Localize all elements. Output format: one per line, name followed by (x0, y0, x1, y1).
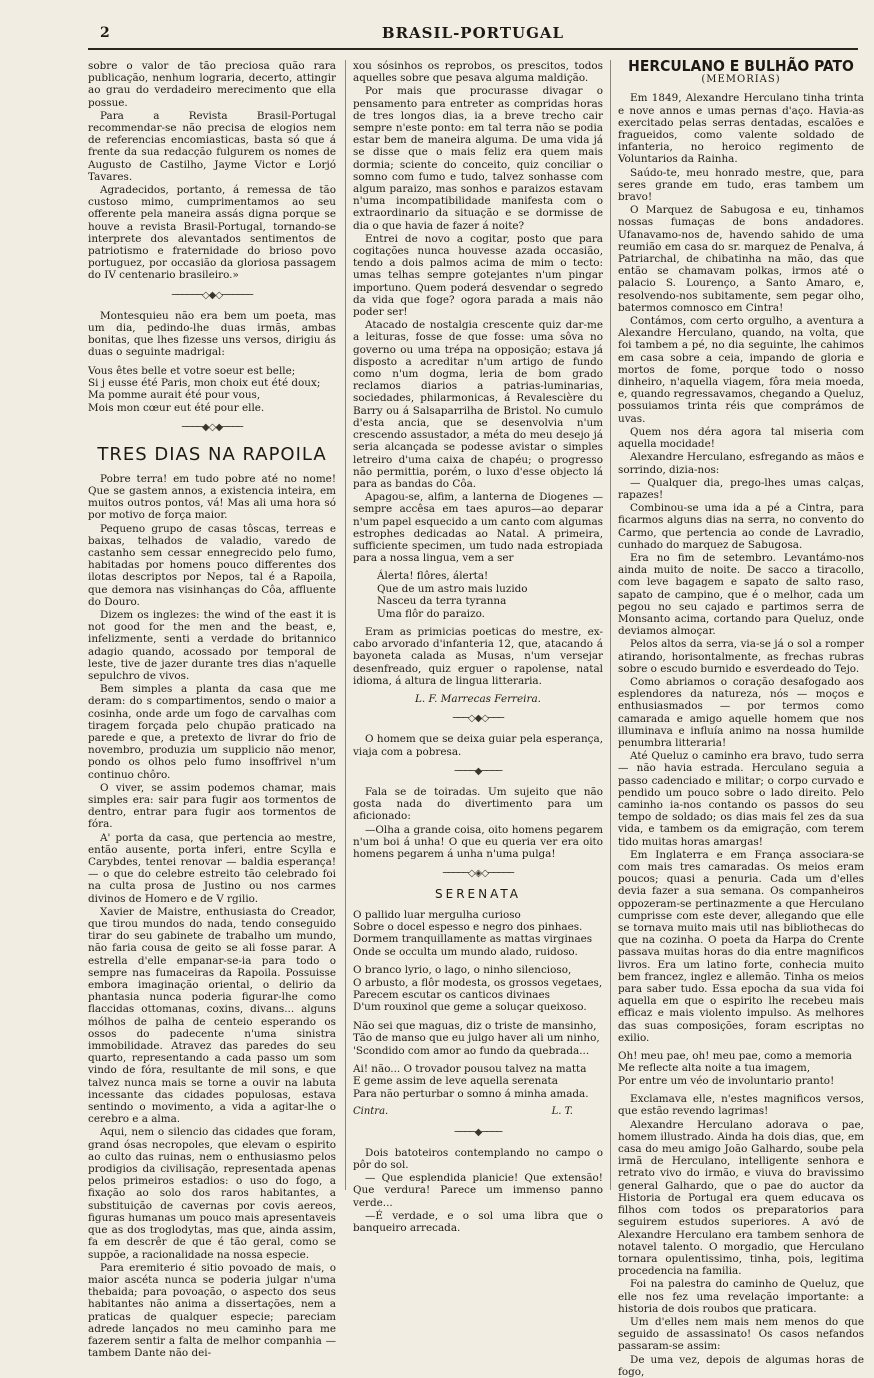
paragraph: O homem que se deixa guiar pela esperança, viaja com a pobresa. (353, 733, 603, 758)
ornamental-divider: ────◆──── (454, 1126, 502, 1138)
verse-line: Tão de manso que eu julgo haver ali um ninho, (353, 1032, 600, 1045)
paragraph: Até Queluz o caminho era bravo, tudo serra — não havia estrada. Herculano seguia a passo cadenciado e militar; o corpo curvado e pendido um pouco sobre o lado direito. Pelo caminho ia-nos contando os passos do seu tempo de soldado; os dias mais fel zes da sua vida, e tambem os da emigração, com terem tido muitas horas amargas! (618, 750, 864, 848)
ornamental-divider: ─────◇◈◇───── (442, 868, 514, 880)
sonnet-stanza (353, 1063, 603, 1100)
paragraph: Pobre terra! em tudo pobre até no nome! Que se gastem annos, a existencia inteira, em muitos outros pontos, vá! Mas ali uma hora só por motivo de força maior. (88, 472, 336, 522)
verse-line: Dormem tranquillamente as mattas virginaes (353, 933, 593, 946)
verse-line: 'Scondido com amor ao fundo da quebrada... (353, 1044, 590, 1057)
paragraph: Pequeno grupo de casas tôscas, terreas e baixas, telhados de valadio, varedo de castanho sem cessar ennegrecido pelo fumo, habitadas por homens pouco differentes dos ilotas descriptos por Nepos, tal é a Rapoila, que demora nas visinhanças do Côa, affluente do Douro. (88, 522, 336, 608)
verse-line: O pallido luar mergulha curioso (353, 908, 521, 921)
verse-line: Onde se occulta um mundo alado, ruidoso. (353, 945, 578, 958)
author-signature: L. F. Marrecas Ferreira. (415, 692, 541, 705)
paragraph: Apagou-se, alfim, a lanterna de Diogenes — sempre accêsa em taes apuros—ao deparar n'um papel esquecido a um canto com algumas estrophes dedicadas ao Natal. A primeira, sufficiente specimen, um tudo nada estropiada para a nossa lingua, vem a ser (353, 491, 603, 565)
verse-line: O branco lyrio, o lago, o ninho silencioso, (353, 964, 572, 977)
place-name: Cintra. (353, 1106, 389, 1118)
paragraph: Aqui, nem o silencio das cidades que foram, grand ósas necropoles, que elevam o espirito ao culto das ruinas, nem o enthusiasmo pelos prodigios da civilisação, representada apenas pelos primeiros estadios: o uso do fogo, a fixação ao solo dos raros habitantes, a substituição de cavernas por covis aereos, figuras humanas um pouco mais apresentaveis que as dos troglodytas, mas que, ainda assim, fa em descrêr de que é tão geral, como se suppõe, a racionalidade na nossa especie. (88, 1126, 336, 1261)
paragraph: O Marquez de Sabugosa e eu, tinhamos nossas fumaças de bons andadores. Ufanavamo-nos de, havendo sahido de uma reumião em casa do sr. marquez de Penalva, á Patriarchal, de chibatinha na mão, das que então se chamavam polkas, irmos até o palacio S. Lourenço, a Santo Amaro, e, resolvendo-nos subitamente, sem pegar olho, batermos comnosco em Cintra! (618, 204, 864, 314)
paragraph: Eram as primicias poeticas do mestre, ex-cabo arvorado d'infanteria 12, que, atacando á bayoneta calada as Musas, n'um versejar desenfreado, quiz erguer o rapolense, natal idioma, á altura de lingua litteraria. (353, 625, 603, 687)
paragraph: Entrei de novo a cogitar, posto que para cogitações nunca houvesse azada occasião, tendo a dois palmos acima de mim o tecto: umas telhas sempre gotejantes n'um pingar importuno. Quem poderá desvendar o segredo da vida que foge? ogora parada a mais não poder ser! (353, 232, 603, 319)
verse-line: Parecem escutar os canticos divinaes (353, 989, 550, 1002)
verse-line: Me reflecte alta noite a tua imagem, (618, 1062, 811, 1075)
verse-line: Ma pomme aurait été pour vous, (88, 389, 261, 402)
paragraph: Dizem os inglezes: the wind of the east it is not good for the men and the beast, e, infelizmente, senti a verdade do britannico adagio quando, acossado por temporal de leste, tive de jazer durante tres dias n'aquelle sepulchro de vivos. (88, 608, 336, 682)
ornamental-divider: ──────◇◆◇────── (171, 289, 253, 301)
paragraph: Xavier de Maistre, enthusiasta do Creador, que tirou mundos do nada, tendo conseguido tirar do seu gabinete de trabalho um mundo, não faria cousa de geito se ali fosse parar. A estrella d'elle empanar-se-ia para todo o sempre nas fumaceiras da Rapoila. Possuisse embora imaginação oriental, o delirio da phantasia nunca poderia figurar-lhe como flaccidas ottomanas, coxins, divans... alguns mólhos de palha de centeio esperando os ossos do padecente n'uma sinistra immobilidade. Atravez das paredes do seu quarto, representando a cada passo um som vindo de fóra, resultante de mil sons, e que talvez nunca mais se torne a ouvir na labuta incessante das cidades populosas, estava sentindo o movimento, a vida a agitar-lhe o cerebro e a alma. (88, 905, 336, 1126)
paragraph: xou sósinhos os reprobos, os prescitos, todos aquelles sobre que pesava alguma maldição. (353, 60, 603, 85)
ornamental-divider: ────◆◇◆──── (181, 422, 243, 434)
paragraph: Em 1849, Alexandre Herculano tinha trinta e nove annos e umas pernas d'aço. Havia-as exercitado pelas serras dentadas, escalões e fragueidos, como valente soldado de infanteria, no heroico regimento de Voluntarios da Rainha. (618, 92, 864, 166)
paragraph: — Qualquer dia, prego-lhes umas calças, rapazes! (618, 476, 864, 501)
paragraph: Alexandre Herculano adorava o pae, homem illustrado. Ainda ha dois dias, que, em casa do meu amigo João Galhardo, soube pela irmã de Herculano, intelligente senhora e retrato vivo do irmão, e viuva do bravissimo general Galhardo, que o pae do auctor da Historia de Portugal era quem educava os filhos com todos os preparatorios para seguirem estudos superiores. A avó de Alexandre Herculano era tambem senhora de notavel talento. O morgadio, que Herculano tornara opulentissimo, tinha, pois, legitima procedencia na familia. (618, 1118, 864, 1278)
paragraph: Combinou-se uma ida a pé a Cintra, para ficarmos alguns dias na serra, no convento do Carmo, que pertencia ao conde de Lavradio, cunhado do marquez de Sabugosa. (618, 502, 864, 551)
sonnet-stanza (353, 909, 603, 959)
paragraph: Dois batoteiros contemplando no campo o pôr do sol. (353, 1146, 603, 1171)
sonnet-stanza (353, 964, 603, 1014)
verse-line: Si j eusse été Paris, mon choix eut été doux; (88, 377, 321, 390)
verse-line: O arbusto, a flôr modesta, os grossos vegetaes, (353, 976, 603, 989)
verse-line: Ai! não... O trovador pousou talvez na matta (353, 1063, 587, 1076)
paragraph: Montesquieu não era bem um poeta, mas um dia, pedindo-lhe duas irmãs, ambas bonitas, que lhes fizesse uns versos, dirigiu ás duas o seguinte madrigal: (88, 309, 336, 359)
natal-verse (353, 570, 603, 620)
paragraph: —Olha a grande coisa, oito homens pegarem n'um boi á unha! O que eu queria ver era oito homens pegarem á unha n'uma pulga! (353, 823, 603, 860)
paragraph: Foi na palestra do caminho de Queluz, que elle nos fez uma revelação importante: a historia de dois roubos que praticara. (618, 1278, 864, 1315)
paragraph: — Que esplendida planicie! Que extensão! Que verdura! Parece um immenso panno verde... (353, 1172, 603, 1209)
verse-line: Mois mon cœur eut été pour elle. (88, 401, 265, 414)
verse-line: Uma flôr do paraizo. (377, 607, 485, 620)
verse-line: Por entre um véo de involuntario pranto! (618, 1074, 835, 1087)
verse-line: Oh! meu pae, oh! meu pae, como a memoria (618, 1050, 852, 1063)
verse-line: Álerta! flôres, álerta! (377, 570, 489, 583)
page-header (88, 22, 858, 50)
verse-line: Vous êtes belle et votre soeur est belle; (88, 364, 296, 377)
article-title: HERCULANO E BULHÃO PATO (628, 57, 854, 75)
ornamental-divider: ───◇◆◇─── (452, 713, 504, 725)
verse-line: Para não perturbar o somno á minha amada. (353, 1087, 589, 1100)
article-title: TRES DIAS NA RAPOILA (97, 443, 327, 465)
quoted-verse (618, 1050, 864, 1087)
verse-line: D'um rouxinol que geme a soluçar queixoso. (353, 1001, 587, 1014)
paragraph: Atacado de nostalgia crescente quiz dar-me a leituras, fosse de que fosse: uma sôva no governo ou uma trépa na opposição; estava já disposto a acreditar n'um artigo de fundo como n'um dogma, leria de bom grado reclamos diarios a patrias-luminarias, sociedades, philarmonicas, á Revalescière du Barry ou á Salsaparrilha de Bristol. No cumulo d'esta ancia, que se desenvolvia n'um crescendo assustador, a méta do meu desejo já seria alcançada se podesse avistar o simples letreiro d'uma caixa de chapéu; o progresso não permittia, porém, o luxo d'esse objecto lá para as bandas do Côa. (353, 319, 603, 490)
verse-line: E geme assim de leve aquella serenata (353, 1075, 558, 1088)
paragraph: Saúdo-te, meu honrado mestre, que, para seres grande em tudo, eras tambem um bravo! (618, 166, 864, 204)
ornamental-divider: ────◆──── (454, 765, 502, 777)
column-1 (88, 60, 336, 1360)
column-2 (353, 60, 603, 1234)
paragraph: Para eremiterio é sitio povoado de mais, o maior ascéta nunca se poderia julgar n'uma thebaida; para povoação, o aspecto dos seus habitantes não anima a dissertações, nem a praticas de qualquer especie; pareciam adrede lançados no meu caminho para me fazerem sentir a falta de melhor companhia — tambem Dante não dei- (88, 1261, 336, 1360)
paragraph: Agradecidos, portanto, á remessa de tão custoso mimo, cumprimentamos ao seu offerente pela maneira assás digna porque se houve a revista Brasil-Portugal, tornando-se interprete dos alevantados sentimentos de patriotismo e fraternidade do brioso povo portuguez, por occasião da gloriosa passagem do IV centenario brasileiro.» (88, 184, 336, 282)
poem-title: SERENATA (435, 887, 521, 902)
paragraph: Fala se de toiradas. Um sujeito que não gosta nada do divertimento para um aficionado: (353, 785, 603, 823)
paragraph: Um d'elles nem mais nem menos do que seguido de assassinato! Os casos nefandos passaram-se assim: (618, 1315, 864, 1353)
page-number: 2 (100, 25, 110, 41)
paragraph: Bem simples a planta da casa que me deram: do s compartimentos, sendo o maior a cosinha, onde arde um fogo de carvalhas com tiragem forçada pelo chupão praticado na parede e que, a pretexto de livrar do frio de novembro, produzia um supplicio não menor, pondo os olhos pelo fumo insoffrivel n'um continuo chôro. (88, 683, 336, 781)
paragraph: A' porta da casa, que pertencia ao mestre, então ausente, porta inferi, entre Scylla e Carybdes, tentei renovar — baldia esperança! — o que do celebre estreito tão celebrado foi na culta prosa de Justino ou nos carmes divinos de Homero e de V rgilio. (88, 831, 336, 905)
article-subtitle: (MEMORIAS) (701, 74, 781, 86)
masthead-title: BRASIL-PORTUGAL (381, 24, 565, 42)
paragraph: Pelos altos da serra, via-se já o sol a romper atirando, horisontalmente, as frechas rubras sobre o escudo burnido e esverdeado do Tejo. (618, 638, 864, 675)
paragraph: Era no fim de setembro. Levantámo-nos ainda muito de noite. De sacco a tiracollo, com leve bagagem e sapato de salto raso, sapato de campino, que é o melhor, cada um pegou no seu cajado e partimos serra de Monsanto acima, cortando para Queluz, onde deviamos almoçar. (618, 551, 864, 638)
verse-line: Sobre o docel espesso e negro dos pinhaes. (353, 921, 583, 934)
sonnet-stanza (353, 1020, 603, 1057)
paragraph: Alexandre Herculano, esfregando as mãos e sorrindo, dizia-nos: (618, 451, 864, 476)
paragraph: De uma vez, depois de algumas horas de fogo, (618, 1353, 864, 1378)
paragraph: Contámos, com certo orgulho, a aventura a Alexandre Herculano, quando, na volta, que foi tambem a pé, no dia seguinte, lhe cahimos em casa sobre a ceia, impando de gloria e mortos de fome, porque todo o nosso dinheiro, n'aquella viagem, fôra meia moeda, e, quando regressavamos, chegando a Queluz, possuiamos trinta réis que comprámos de uvas. (618, 315, 864, 425)
madrigal-verse (88, 365, 336, 415)
paragraph: Como abriamos o coração desafogado aos esplendores da natureza, nós — moços e enthusiasmados — por termos como camarada e amigo aquelle homem que nos illuminava e influía animo na nossa humilde penumbra litteraria! (618, 675, 864, 749)
verse-line: Nasceu da terra tyranna (377, 595, 507, 608)
paragraph: Exclamava elle, n'estes magnificos versos, que estão revendo lagrimas! (618, 1093, 864, 1118)
paragraph: —É verdade, e o sol uma libra que o banqueiro arrecada. (353, 1209, 603, 1234)
paragraph: sobre o valor de tão preciosa quão rara publicação, nenhum lograria, decerto, attingir ao grau do verdadeiro merecimento que ella possue. (88, 60, 336, 109)
paragraph: Quem nos déra agora tal miseria com aquella mocidade! (618, 425, 864, 451)
author-initials: L. T. (551, 1106, 573, 1118)
paragraph: Por mais que procurasse divagar o pensamento para entreter as compridas horas de tres longos dias, ia a breve trecho cair sempre n'este ponto: em tal terra não se podia estar bem de maneira alguma. De uma vida já se disse que o mais feliz era quem mais dormia; sciente do conceito, quiz conciliar o somno com fumo e tudo, talvez sonhasse com algum paraizo, mas sonhos e paraizos estavam n'uma incompatibilidade manifesta com o extraordinario da situação e se dormisse de dia o que havia de fazer á noite? (353, 85, 603, 232)
paragraph: Para a Revista Brasil-Portugal recommendar-se não precisa de elogios nem de referencias encomiasticas, basta só que á frente da sua redacção fulgurem os nomes de Augusto de Castilho, Jayme Victor e Lorjó Tavares. (88, 109, 336, 183)
paragraph: O viver, se assim podemos chamar, mais simples era: sair para fugir aos tormentos de dentro, entrar para fugir aos tormentos de fóra. (88, 781, 336, 831)
verse-line: Que de um astro mais luzido (377, 582, 528, 595)
paragraph: Em Inglaterra e em França associara-se com mais tres camaradas. Os meios eram poucos; quasi a penuria. Cada um d'elles devia fazer a sua semana. Os companheiros oppozeram-se pertinazmente a que Herculano cumprisse com este dever, allegando que elle se tornava muito mais util nas bibliothecas do que na cozinha. O poeta da Harpa do Crente passava muitas horas do dia entre magnificos livros. Era um latino forte, conhecia muito bem francez, inglez e allemão. Tinha os meios para saber tudo. Essa epocha da sua vida foi aquella em que o espirito lhe recebeu mais efficaz e mais violento impulso. As melhores das suas composições, foram escriptas no exilio. (618, 848, 864, 1044)
column-3 (618, 57, 864, 1378)
verse-line: Não sei que maguas, diz o triste de mansinho, (353, 1019, 597, 1032)
poem-signature (353, 1106, 603, 1118)
